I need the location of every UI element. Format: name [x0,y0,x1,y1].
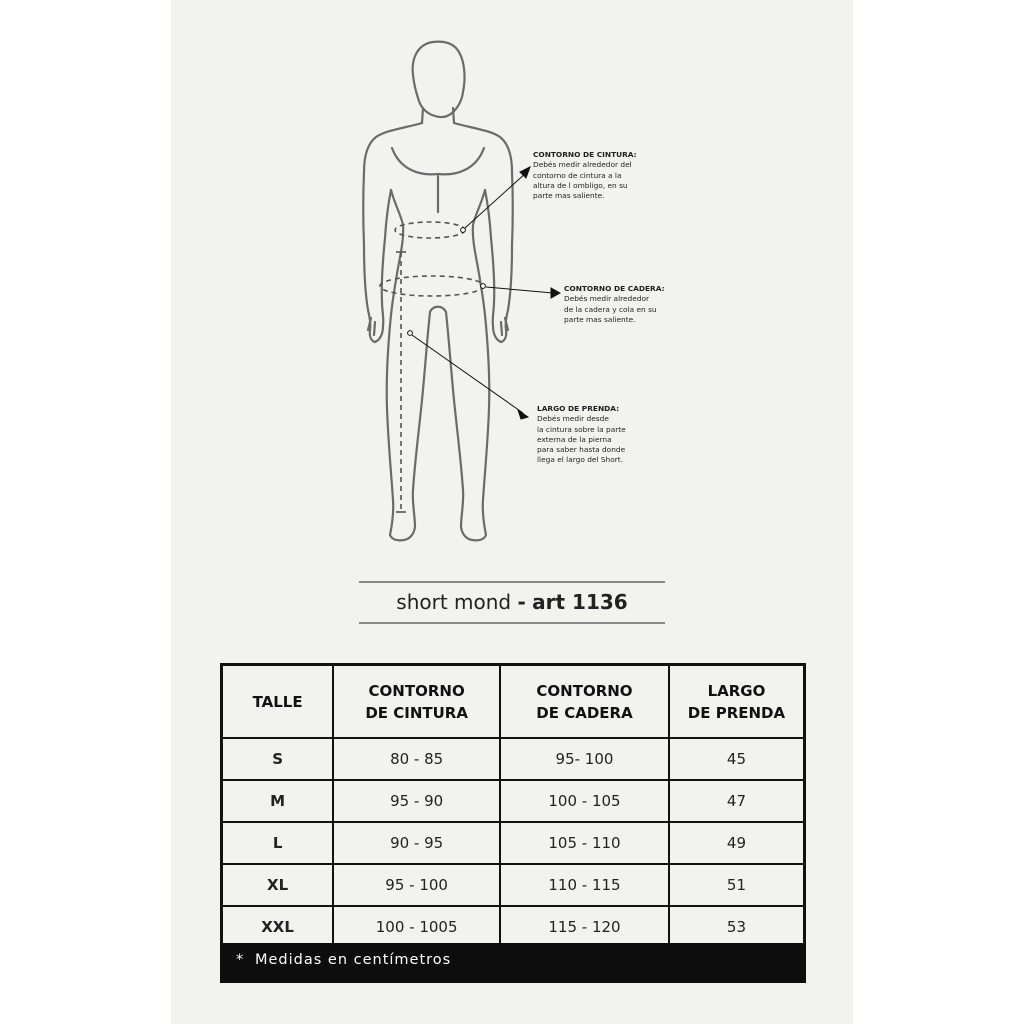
size-cell: M [222,780,334,822]
hip-cell: 95- 100 [500,738,669,780]
waist-measure-line [395,222,465,238]
hip-cell: 110 - 115 [500,864,669,906]
footnote-text: Medidas en centímetros [255,952,452,968]
measurement-guides [380,222,484,512]
size-cell: S [222,738,334,780]
length-cell: 53 [669,906,805,949]
header-size: TALLE [222,665,334,739]
measurement-footnote [220,943,806,983]
waist-callout-text: Debés medir alrededor del contorno de cintura a la altura de l ombligo, en su parte mas saliente. [533,160,632,201]
size-cell: XXL [222,906,334,949]
waist-callout-title: CONTORNO DE CINTURA: [533,150,637,159]
hip-callout-text: Debés medir alrededor de la cadera y cola en su parte mas saliente. [564,294,657,324]
hip-cell: 115 - 120 [500,906,669,949]
waist-cell: 95 - 90 [333,780,500,822]
table-row [222,864,805,906]
hip-callout [564,284,684,325]
title-separator: - [517,590,526,614]
table-header-row [222,665,805,739]
product-name: short mond [396,590,512,614]
length-cell: 51 [669,864,805,906]
title-rule-bottom [359,622,665,624]
hip-cell: 100 - 105 [500,780,669,822]
hip-callout-title: CONTORNO DE CADERA: [564,284,665,293]
length-callout-text: Debés medir desde la cintura sobre la parte externa de la pierna para saber hasta donde llega el largo del Short. [537,414,626,465]
product-title [359,587,665,617]
header-hip: CONTORNO DE CADERA [500,665,669,739]
length-cell: 47 [669,780,805,822]
waist-cell: 80 - 85 [333,738,500,780]
header-length: LARGO DE PRENDA [669,665,805,739]
length-callout [537,404,657,466]
size-table [220,663,806,950]
waist-cell: 90 - 95 [333,822,500,864]
length-cell: 49 [669,822,805,864]
hip-cell: 105 - 110 [500,822,669,864]
size-cell: XL [222,864,334,906]
table-row [222,738,805,780]
callout-arrows [408,167,560,419]
product-article: art 1136 [532,590,628,614]
table-row [222,780,805,822]
length-cell: 45 [669,738,805,780]
table-row [222,822,805,864]
header-waist: CONTORNO DE CINTURA [333,665,500,739]
footnote-marker: * [236,952,245,968]
size-cell: L [222,822,334,864]
waist-callout [533,150,653,201]
title-rule-top [359,581,665,583]
waist-cell: 100 - 1005 [333,906,500,949]
length-callout-title: LARGO DE PRENDA: [537,404,620,413]
waist-cell: 95 - 100 [333,864,500,906]
